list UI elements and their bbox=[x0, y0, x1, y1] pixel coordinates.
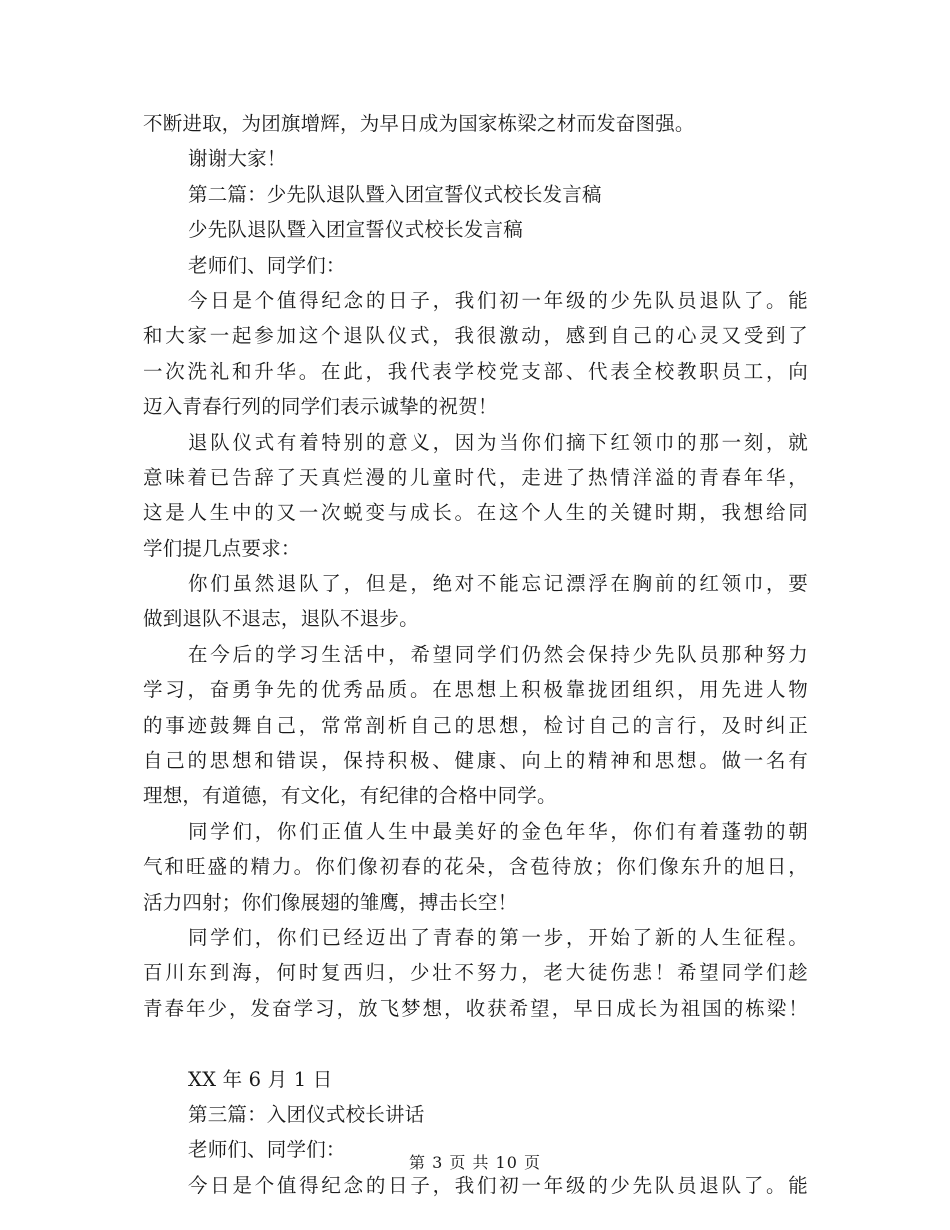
section-heading: 第二篇：少先队退队暨入团宣誓仪式校长发言稿 bbox=[188, 182, 602, 206]
paragraph-line: 一次洗礼和升华。在此，我代表学校党支部、代表全校教职员工，向 bbox=[143, 359, 808, 383]
paragraph-line: 和大家一起参加这个退队仪式，我很激动，感到自己的心灵又受到了 bbox=[143, 324, 808, 348]
paragraph-line: 今日是个值得纪念的日子，我们初一年级的少先队员退队了。能 bbox=[188, 288, 808, 312]
document-body bbox=[143, 106, 808, 1203]
paragraph-line: 自己的思想和错误，保持积极、健康、向上的精神和思想。做一名有 bbox=[143, 749, 808, 773]
blank-line bbox=[143, 1026, 808, 1061]
paragraph-line: 迈入青春行列的同学们表示诚挚的祝贺！ bbox=[143, 395, 498, 419]
paragraph-line: 学们提几点要求： bbox=[143, 536, 301, 560]
date-line: XX 年 6 月 1 日 bbox=[188, 1067, 333, 1091]
paragraph-line: 同学们，你们已经迈出了青春的第一步，开始了新的人生征程。 bbox=[188, 925, 808, 949]
paragraph-line: 在今后的学习生活中，希望同学们仍然会保持少先队员那种努力 bbox=[188, 642, 808, 666]
paragraph-line: 百川东到海，何时复西归，少壮不努力，老大徒伤悲！希望同学们趁 bbox=[143, 961, 808, 985]
paragraph-line: 的事迹鼓舞自己，常常剖析自己的思想，检讨自己的言行，及时纠正 bbox=[143, 713, 808, 737]
paragraph-line: 退队仪式有着特别的意义，因为当你们摘下红领巾的那一刻，就 bbox=[188, 430, 808, 454]
paragraph-line: 你们虽然退队了，但是，绝对不能忘记漂浮在胸前的红领巾，要 bbox=[188, 572, 808, 596]
salutation: 老师们、同学们： bbox=[188, 253, 346, 277]
paragraph-line: 同学们，你们正值人生中最美好的金色年华，你们有着蓬勃的朝 bbox=[188, 819, 808, 843]
paragraph-line: 意味着已告辞了天真烂漫的儿童时代，走进了热情洋溢的青春年华， bbox=[143, 465, 808, 489]
page-footer: 第 3 页 共 10 页 bbox=[409, 1153, 541, 1172]
text-line: 谢谢大家！ bbox=[188, 147, 287, 171]
salutation: 老师们、同学们： bbox=[188, 1138, 346, 1162]
paragraph-line: 今日是个值得纪念的日子，我们初一年级的少先队员退队了。能 bbox=[188, 1173, 808, 1197]
section-heading: 第三篇：入团仪式校长讲话 bbox=[188, 1102, 425, 1126]
paragraph-line: 理想，有道德，有文化，有纪律的合格中同学。 bbox=[143, 784, 557, 808]
paragraph-line: 这是人生中的又一次蜕变与成长。在这个人生的关键时期，我想给同 bbox=[143, 501, 808, 525]
speech-title: 少先队退队暨入团宣誓仪式校长发言稿 bbox=[188, 218, 523, 242]
paragraph-line: 青春年少，发奋学习，放飞梦想，收获希望，早日成长为祖国的栋梁！ bbox=[143, 996, 808, 1020]
paragraph-line: 气和旺盛的精力。你们像初春的花朵，含苞待放；你们像东升的旭日， bbox=[143, 855, 808, 879]
paragraph-line: 做到退队不退志，退队不退步。 bbox=[143, 607, 419, 631]
paragraph-line: 活力四射；你们像展翅的雏鹰，搏击长空！ bbox=[143, 890, 518, 914]
paragraph-line: 学习，奋勇争先的优秀品质。在思想上积极靠拢团组织，用先进人物 bbox=[143, 678, 808, 702]
text-line: 不断进取，为团旗增辉，为早日成为国家栋梁之材而发奋图强。 bbox=[143, 112, 695, 135]
